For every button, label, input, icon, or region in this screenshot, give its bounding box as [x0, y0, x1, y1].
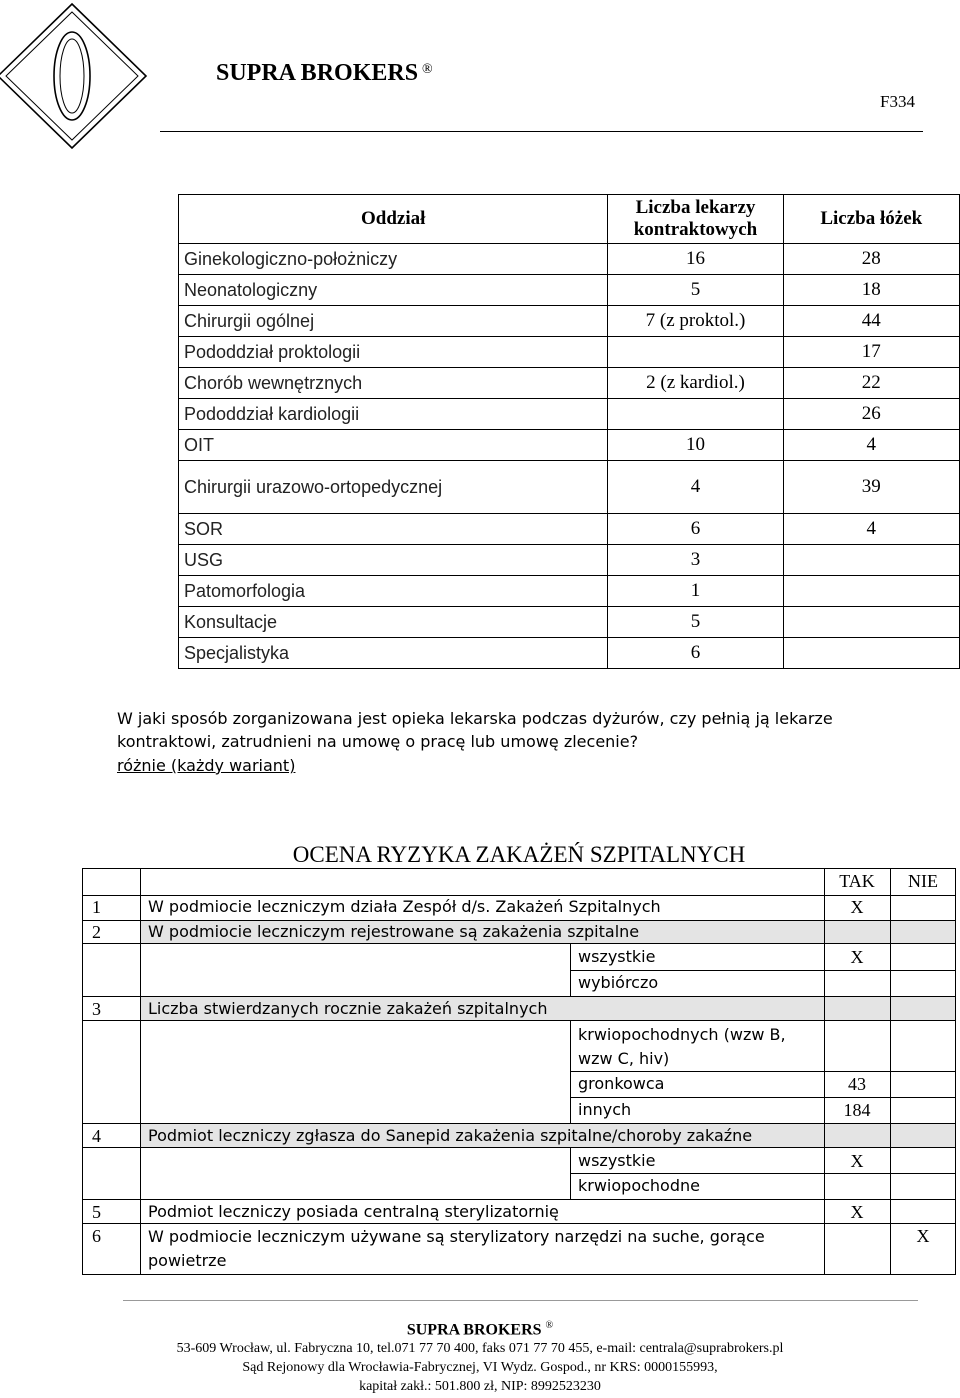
- option-label: krwiopochodne: [578, 1176, 700, 1195]
- table-row: [179, 430, 960, 461]
- grid-line: [890, 868, 891, 1275]
- col-header-yes: TAK: [839, 871, 875, 891]
- footer-address: 53-609 Wrocław, ul. Fabryczna 10, tel.071 77 70 400, faks 071 77 70 455, e-mail: centrala@suprabrokers.pl: [176, 1341, 784, 1356]
- form-code: F334: [880, 92, 915, 111]
- cell-department: Patomorfologia: [179, 576, 608, 607]
- cell-beds: 44: [783, 306, 959, 337]
- footer-court: Sąd Rejonowy dla Wrocławia-Fabrycznej, VI Wydz. Gospod., nr KRS: 0000155993,: [242, 1360, 718, 1375]
- col-header-beds: Liczba łóżek: [783, 195, 959, 244]
- company-logo: [0, 0, 150, 150]
- departments-table: [178, 194, 960, 669]
- item-text: Liczba stwierdzanych rocznie zakażeń szpitalnych: [148, 999, 548, 1018]
- cell-doctors: [608, 399, 783, 430]
- grid-line: [570, 1021, 571, 1124]
- grid-line: [570, 1097, 956, 1098]
- footer-brand: SUPRA BROKERS ®: [406, 1320, 554, 1339]
- cell-department: OIT: [179, 430, 608, 461]
- item-number: 3: [92, 999, 101, 1019]
- cell-doctors: 4: [608, 461, 783, 514]
- cell-doctors: 2 (z kardiol.): [608, 368, 783, 399]
- option-label: krwiopochodnych (wzw B, wzw C, hiv): [578, 1025, 786, 1068]
- answer-yes: X: [850, 1202, 864, 1222]
- cell-beds: 22: [783, 368, 959, 399]
- table-header-row: [179, 195, 960, 244]
- header-divider: [160, 131, 923, 132]
- table-row: [179, 244, 960, 275]
- grid-line: [570, 1071, 956, 1072]
- cell-department: Specjalistyka: [179, 638, 608, 669]
- cell-doctors: 5: [608, 275, 783, 306]
- option-label: wszystkie: [578, 947, 656, 966]
- grid-line: [570, 970, 956, 971]
- cell-beds: 26: [783, 399, 959, 430]
- cell-beds: [783, 638, 959, 669]
- table-row: [179, 275, 960, 306]
- table-row: [179, 461, 960, 514]
- option-label: innych: [578, 1100, 632, 1119]
- table-row: [179, 545, 960, 576]
- answer-no: X: [916, 1226, 930, 1246]
- cell-beds: 17: [783, 337, 959, 368]
- answer-yes: X: [850, 947, 864, 967]
- risk-assessment-table: [82, 868, 956, 1275]
- table-row: [179, 306, 960, 337]
- cell-doctors: 10: [608, 430, 783, 461]
- cell-doctors: [608, 337, 783, 368]
- cell-doctors: 3: [608, 545, 783, 576]
- cell-beds: 28: [783, 244, 959, 275]
- section-title: OCENA RYZYKA ZAKAŻEŃ SZPITALNYCH: [292, 842, 746, 867]
- answer-yes: X: [850, 897, 864, 917]
- cell-doctors: 6: [608, 514, 783, 545]
- cell-department: SOR: [179, 514, 608, 545]
- grid-line: [140, 868, 141, 1275]
- item-number: 6: [92, 1226, 101, 1246]
- grid-line: [82, 868, 83, 1275]
- cell-beds: [783, 545, 959, 576]
- cell-doctors: 7 (z proktol.): [608, 306, 783, 337]
- cell-beds: [783, 576, 959, 607]
- question-answer: różnie (każdy wariant): [117, 756, 296, 775]
- cell-department: Ginekologiczno-położniczy: [179, 244, 608, 275]
- question-text: W jaki sposób zorganizowana jest opieka lekarska podczas dyżurów, czy pełnią ją lekarze kontraktowi, zatrudnieni na umowę o pracę lub umowę zlecenie?: [117, 709, 833, 751]
- cell-department: Pododdział kardiologii: [179, 399, 608, 430]
- option-label: wybiórczo: [578, 973, 659, 992]
- col-header-no: NIE: [908, 871, 938, 891]
- cell-department: Chorób wewnętrznych: [179, 368, 608, 399]
- item-text: W podmiocie leczniczym działa Zespół d/s. Zakażeń Szpitalnych: [148, 897, 661, 916]
- grid-line: [570, 944, 571, 997]
- table-row: [179, 399, 960, 430]
- table-row: [179, 337, 960, 368]
- cell-doctors: 1: [608, 576, 783, 607]
- grid-line: [570, 1173, 956, 1174]
- answer-yes: X: [850, 1151, 864, 1171]
- cell-department: Pododdział proktologii: [179, 337, 608, 368]
- item-text: Podmiot leczniczy zgłasza do Sanepid zakażenia szpitalne/choroby zakaźne: [148, 1126, 753, 1145]
- cell-beds: 4: [783, 514, 959, 545]
- table-row: [179, 638, 960, 669]
- cell-beds: 4: [783, 430, 959, 461]
- footer-capital: kapitał zakł.: 501.800 zł, NIP: 8992523230: [359, 1379, 601, 1394]
- cell-department: Neonatologiczny: [179, 275, 608, 306]
- table-row: [179, 576, 960, 607]
- answer-yes: 184: [843, 1100, 871, 1120]
- cell-department: Chirurgii urazowo-ortopedycznej: [179, 461, 608, 514]
- cell-beds: 18: [783, 275, 959, 306]
- item-text: Podmiot leczniczy posiada centralną sterylizatornię: [148, 1202, 559, 1221]
- option-label: gronkowca: [578, 1074, 665, 1093]
- col-header-doctors: Liczba lekarzy kontraktowych: [608, 195, 783, 244]
- grid-line: [570, 1148, 571, 1200]
- item-number: 5: [92, 1202, 101, 1222]
- cell-department: Konsultacje: [179, 607, 608, 638]
- cell-beds: 39: [783, 461, 959, 514]
- table-row: [179, 368, 960, 399]
- cell-doctors: 16: [608, 244, 783, 275]
- cell-beds: [783, 607, 959, 638]
- cell-doctors: 6: [608, 638, 783, 669]
- option-label: wszystkie: [578, 1151, 656, 1170]
- grid-line: [955, 868, 956, 1275]
- item-text: W podmiocie leczniczym używane są sterylizatory narzędzi na suche, gorące powietrze: [148, 1227, 765, 1270]
- item-number: 1: [92, 897, 101, 917]
- footer-divider: [123, 1300, 918, 1301]
- cell-doctors: 5: [608, 607, 783, 638]
- table-row: [179, 514, 960, 545]
- col-header-department: Oddział: [179, 195, 608, 244]
- cell-department: USG: [179, 545, 608, 576]
- answer-yes: 43: [848, 1074, 866, 1094]
- item-number: 4: [92, 1126, 101, 1146]
- item-number: 2: [92, 922, 101, 942]
- cell-department: Chirurgii ogólnej: [179, 306, 608, 337]
- table-row: [179, 607, 960, 638]
- item-text: W podmiocie leczniczym rejestrowane są zakażenia szpitalne: [148, 922, 640, 941]
- brand-name: SUPRA BROKERS ®: [216, 60, 433, 86]
